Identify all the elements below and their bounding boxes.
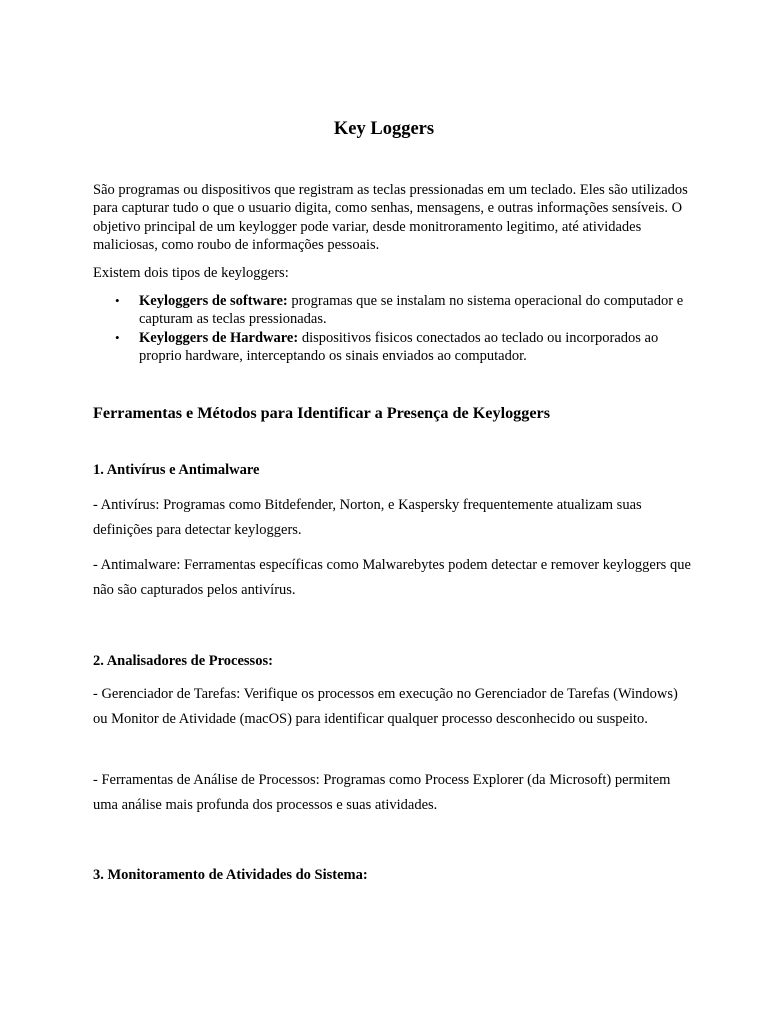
intro-paragraph xyxy=(93,181,693,254)
bullet-icon: • xyxy=(115,329,120,345)
list-item-label: Keyloggers de Hardware: xyxy=(139,329,299,346)
intro-text: São programas ou dispositivos que registram as teclas pressionadas em um teclado. Eles são utilizados para capturar tudo o que o usuario digita, como senhas, mensagens, e outras informações sensíveis. O objetivo principal de um keylogger pode variar, desde monitroramento legitimo, até atividades maliciosas, como roubo de informações pessoais. xyxy=(93,182,688,253)
types-intro: Existem dois tipos de keyloggers: xyxy=(93,265,289,281)
sub-heading-antivirus: 1. Antivírus e Antimalware xyxy=(93,462,260,478)
paragraph-antimalware: - Antimalware: Ferramentas específicas como Malwarebytes podem detectar e remover keyloggers que não são capturados pelos antivírus. xyxy=(93,557,691,599)
paragraph-task-manager: - Gerenciador de Tarefas: Verifique os processos em execução no Gerenciador de Tarefas (Windows) ou Monitor de Atividade (macOS) para identificar qualquer processo desconhecido ou suspeito. xyxy=(93,686,678,728)
section-title: Ferramentas e Métodos para Identificar a Presença de Keyloggers xyxy=(93,404,551,422)
paragraph-process-tools: - Ferramentas de Análise de Processos: Programas como Process Explorer (da Microsoft) permitem uma análise mais profunda dos processos e suas atividades. xyxy=(93,772,671,814)
list-item-text: dispositivos fisicos conectados ao teclado ou incorporados ao proprio hardware, interceptando os sinais enviados ao computador. xyxy=(139,329,659,364)
list-item xyxy=(93,292,693,329)
sub-heading-process-analyzers: 2. Analisadores de Processos: xyxy=(93,653,273,669)
list-item-label: Keyloggers de software: xyxy=(139,293,288,309)
list-item-text: programas que se instalam no sistema operacional do computador e capturam as teclas pressionadas. xyxy=(139,293,684,328)
bullet-icon: • xyxy=(115,293,120,308)
paragraph-antivirus: - Antivírus: Programas como Bitdefender, Norton, e Kaspersky frequentemente atualizam suas definições para detectar keyloggers. xyxy=(93,497,642,539)
document-title: Key Loggers xyxy=(333,119,435,139)
keylogger-types-list xyxy=(93,292,693,365)
list-item xyxy=(93,329,693,366)
sub-heading-system-monitoring: 3. Monitoramento de Atividades do Sistema: xyxy=(93,867,368,883)
